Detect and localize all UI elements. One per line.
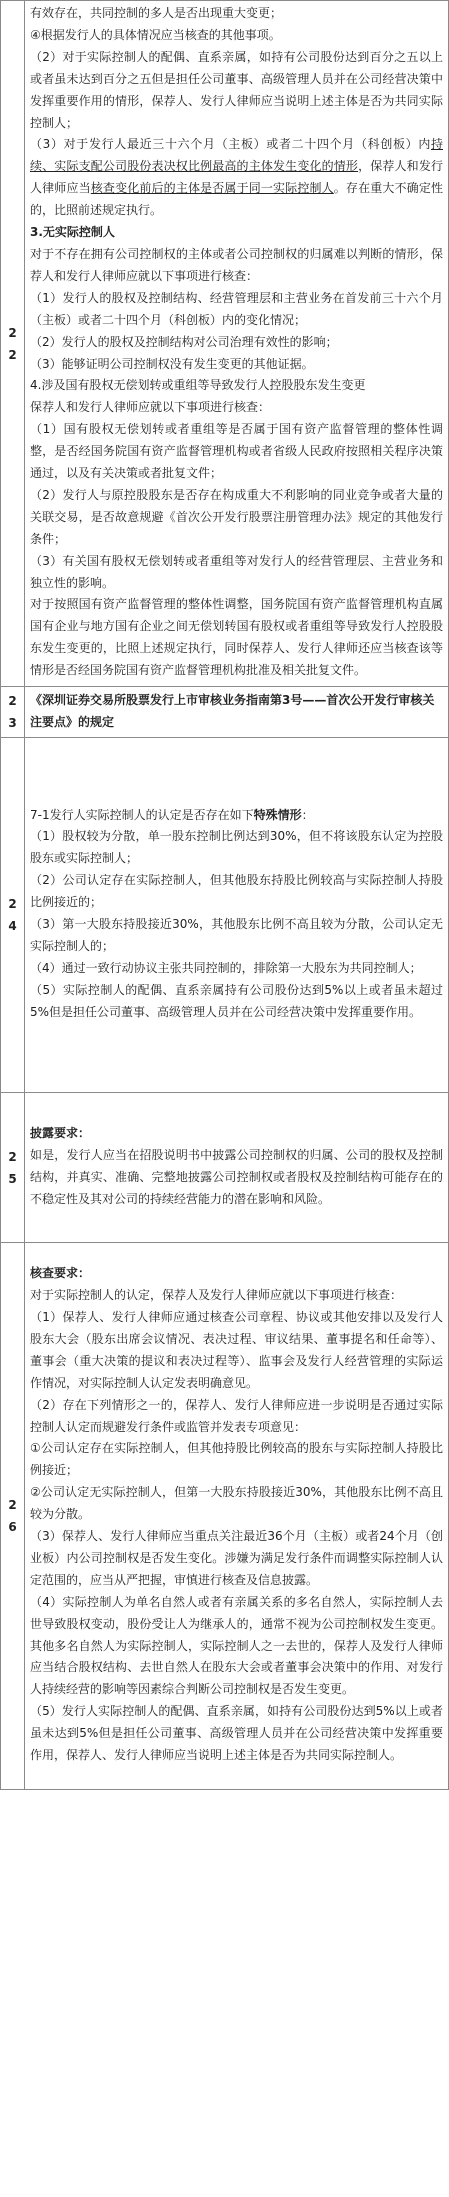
table-row (1, 687, 449, 738)
section-heading: 3.无实际控制人 (30, 225, 115, 240)
text-segment: 。存在重大不确定性的，比照前述规定执行。 (30, 181, 443, 218)
row-content (25, 1243, 449, 1790)
row-number-digit: 3 (8, 716, 17, 731)
paragraph: （3）能够证明公司控制权没有发生变更的其他证据。 (30, 356, 314, 371)
paragraph: 保荐人和发行人律师应就以下事项进行核查： (30, 400, 271, 415)
text-segment: 7-1发行人实际控制人的认定是否存在如下 (30, 807, 254, 822)
list-item: （3）第一大股东持股接近30%，其他股东比例不高且较为分散，公司认定无实际控制人的； (30, 917, 443, 953)
underlined-text: 持续、实际支配公司股份表决权比例最高的主体发生变化的情形 (30, 137, 443, 174)
row-number (1, 1243, 25, 1790)
section-title: 《深圳证券交易所股票发行上市审核业务指南第3号——首次公开发行审核关注要点》的规定 (30, 693, 435, 730)
row-number-digit: 2 (8, 897, 17, 912)
paragraph: （2）发行人的股权及控制结构对公司治理有效性的影响； (30, 334, 338, 349)
row-number-digit: 2 (8, 1498, 17, 1513)
row-number (1, 1, 25, 687)
row-number (1, 687, 25, 738)
paragraph: （1）保荐人、发行人律师应通过核查公司章程、协议或其他安排以及发行人股东大会（股东出席会议情况、表决过程、审议结果、董事提名和任命等）、董事会（重大决策的提议和表决过程等）、监事会及发行人经营管理的实际运作情况，对实际控制人认定发表明确意见。 (30, 1309, 443, 1390)
paragraph: （2）存在下列情形之一的，保荐人、发行人律师应进一步说明是否通过实际控制人认定而规避发行条件或监管并发表专项意见： (30, 1397, 443, 1434)
list-item: （2）公司认定存在实际控制人，但其他股东持股比例较高与实际控制人持股比例接近的； (30, 873, 443, 910)
list-item: （1）股权较为分散，单一股东控制比例达到30%，但不将该股东认定为控股股东或实际控制人； (30, 829, 443, 866)
paragraph: （4）实际控制人为单名自然人或者有亲属关系的多名自然人，实际控制人去世导致股权变动，股份受让人为继承人的，通常不视为公司控制权发生变更。其他多名自然人为实际控制人，实际控制人之一去世的，保荐人及发行人律师应当结合股权结构、去世自然人在股东大会或者董事会决策中的作用、对发行人持续经营的影响等因素综合判断公司控制权是否发生变更。 (30, 1594, 443, 1697)
row-number-digit: 2 (8, 347, 17, 362)
paragraph: 有效存在，共同控制的多人是否出现重大变更； (30, 6, 283, 20)
paragraph: ②公司认定无实际控制人，但第一大股东持股接近30%，其他股东比例不高且较为分散。 (30, 1485, 443, 1522)
paragraph: （2）对于实际控制人的配偶、直系亲属，如持有公司股份达到百分之五以上或者虽未达到百分之五但是担任公司董事、高级管理人员并在公司经营决策中发挥重要作用的情形，保荐人、发行人律师应当说明上述主体是否为共同实际控制人； (30, 49, 443, 130)
row-number-digit: 2 (8, 325, 17, 340)
row-number-digit: 5 (8, 1171, 17, 1186)
row-content (25, 738, 449, 1093)
underlined-text: 核查变化前后的主体是否属于同一实际控制人 (90, 181, 334, 196)
table-row (1, 738, 449, 1093)
section-heading: 核查要求： (30, 1266, 91, 1281)
paragraph: 对于不存在拥有公司控制权的主体或者公司控制权的归属难以判断的情形，保荐人和发行人律师应就以下事项进行核查： (30, 246, 443, 283)
table-row (1, 1243, 449, 1790)
row-content (25, 687, 449, 738)
bold-text: 特殊情形 (253, 807, 302, 822)
row-number-digit: 6 (8, 1520, 17, 1535)
text-segment: （3）对于发行人最近三十六个月（主板）或者二十四个月（科创板）内 (30, 137, 431, 152)
row-number (1, 738, 25, 1093)
table-row (1, 1093, 449, 1243)
paragraph: （2）发行人与原控股股东是否存在构成重大不利影响的同业竞争或者大量的关联交易，是否故意规避《首次公开发行股票注册管理办法》规定的其他发行条件； (30, 487, 443, 546)
row-number-digit: 4 (8, 919, 17, 934)
paragraph: 对于按照国有资产监督管理的整体性调整，国务院国有资产监督管理机构直属国有企业与地方国有企业之间无偿划转国有股权或者重组等导致发行人控股股东发生变更的，比照上述规定执行，同时保荐人、发行人律师还应当核查该等情形是否经国务院国有资产监督管理机构批准及相关批复文件。 (30, 597, 443, 678)
paragraph (30, 134, 443, 222)
paragraph: （5）发行人实际控制人的配偶、直系亲属，如持有公司股份达到5%以上或者虽未达到5%但是担任公司董事、高级管理人员并在公司经营决策中发挥重要作用，保荐人、发行人律师应当说明上述主体是否为共同实际控制人。 (30, 1704, 443, 1763)
paragraph (30, 805, 443, 827)
section-heading: 4.涉及国有股权无偿划转或重组等导致发行人控股股东发生变更 (30, 378, 366, 393)
text-segment: ，保荐人和发行人律师应当 (30, 159, 443, 196)
paragraph: （3）有关国有股权无偿划转或者重组等对发行人的经营管理层、主营业务和独立性的影响。 (30, 553, 443, 590)
paragraph: 如是，发行人应当在招股说明书中披露公司控制权的归属、公司的股权及控制结构，并真实、准确、完整地披露公司控制权或者股权及控制结构可能存在的不稳定性及其对公司的持续经营能力的潜在影响和风险。 (30, 1147, 443, 1206)
paragraph: （3）保荐人、发行人律师应当重点关注最近36个月（主板）或者24个月（创业板）内公司控制权是否发生变化。涉嫌为满足发行条件而调整实际控制人认定范围的，应当从严把握，审慎进行核查及信息披露。 (30, 1529, 443, 1587)
list-item: （4）通过一致行动协议主张共同控制的，排除第一大股东为共同控制人； (30, 960, 422, 975)
paragraph: 对于实际控制人的认定，保荐人及发行人律师应就以下事项进行核查： (30, 1288, 403, 1303)
table-row (1, 1, 449, 687)
row-number (1, 1093, 25, 1243)
paragraph: ④根据发行人的具体情况应当核查的其他事项。 (30, 27, 281, 42)
row-content (25, 1, 449, 687)
paragraph: （1）发行人的股权及控制结构、经营管理层和主营业务在首发前三十六个月（主板）或者二十四个月（科创板）内的变化情况； (30, 290, 443, 327)
text-segment: ： (301, 807, 314, 822)
section-heading: 披露要求： (30, 1125, 91, 1140)
paragraph: （1）国有股权无偿划转或者重组等是否属于国有资产监督管理的整体性调整，是否经国务院国有资产监督管理机构或者省级人民政府按照相关程序决策通过，以及有关决策或者批复文件； (30, 422, 443, 481)
list-item: （5）实际控制人的配偶、直系亲属持有公司股份达到5%以上或者虽未超过5%但是担任公司董事、高级管理人员并在公司经营决策中发挥重要作用。 (30, 982, 443, 1019)
row-number-digit: 2 (8, 1149, 17, 1164)
paragraph: ①公司认定存在实际控制人，但其他持股比例较高的股东与实际控制人持股比例接近； (30, 1441, 443, 1478)
row-content (25, 1093, 449, 1243)
row-number-digit: 2 (8, 694, 17, 709)
